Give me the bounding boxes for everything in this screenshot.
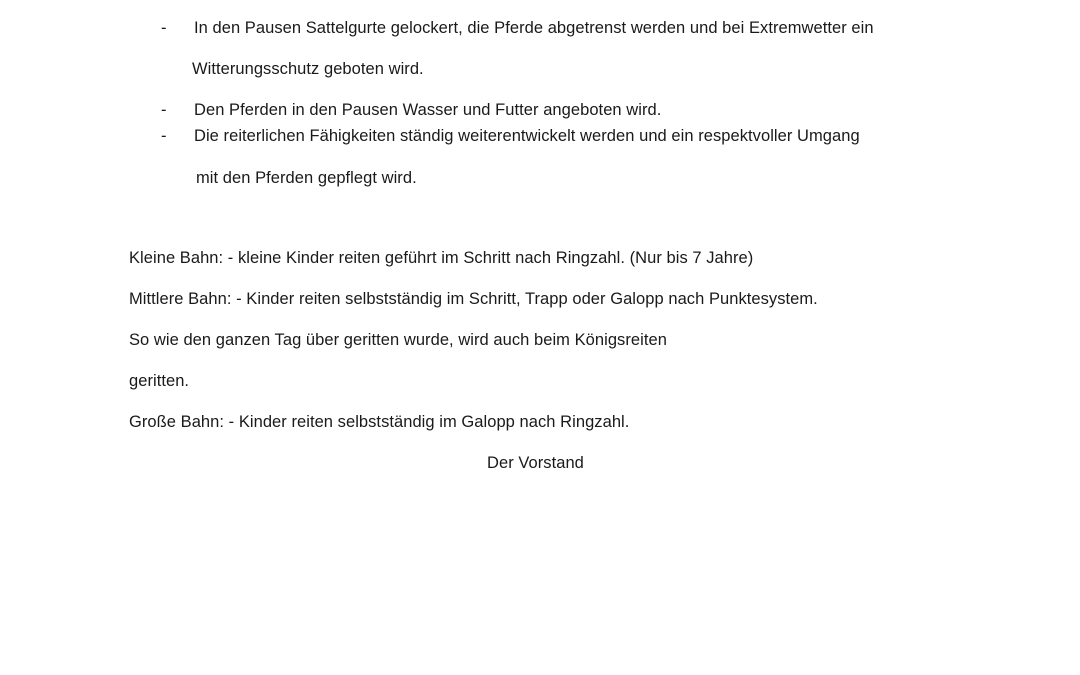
bullet-marker: -: [161, 101, 167, 119]
bullet-3-line-2: mit den Pferden gepflegt wird.: [196, 169, 417, 187]
paragraph-koenigsreiten: So wie den ganzen Tag über geritten wurde, wird auch beim Königsreiten: [129, 331, 667, 349]
paragraph-geritten: geritten.: [129, 372, 190, 390]
bullet-1-line-2: Witterungsschutz geboten wird.: [192, 60, 424, 78]
paragraph-grosse-bahn: Große Bahn: - Kinder reiten selbstständig im Galopp nach Ringzahl.: [129, 413, 630, 431]
bullet-marker: -: [161, 19, 167, 37]
bullet-marker: -: [161, 127, 167, 145]
bullet-2-line-1: Den Pferden in den Pausen Wasser und Futter angeboten wird.: [194, 101, 662, 119]
bullet-3-line-1: Die reiterlichen Fähigkeiten ständig weiterentwickelt werden und ein respektvoller Umgang: [194, 127, 860, 145]
paragraph-mittlere-bahn: Mittlere Bahn: - Kinder reiten selbstständig im Schritt, Trapp oder Galopp nach Punktesystem.: [129, 290, 818, 308]
paragraph-kleine-bahn: Kleine Bahn: - kleine Kinder reiten geführt im Schritt nach Ringzahl. (Nur bis 7 Jahre): [129, 249, 754, 267]
bullet-1-line-1: In den Pausen Sattelgurte gelockert, die Pferde abgetrenst werden und bei Extremwetter ein: [194, 19, 874, 37]
signature: Der Vorstand: [487, 454, 584, 472]
